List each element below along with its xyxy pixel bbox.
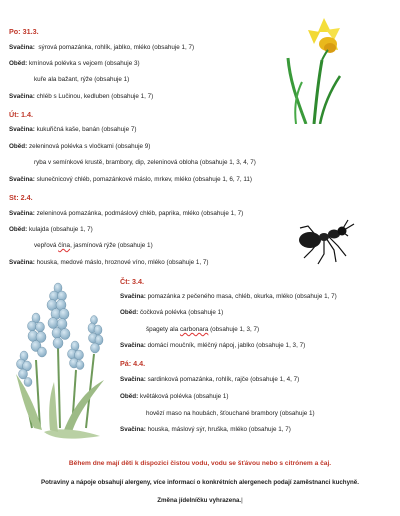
day-title-friday: Pá: 4.4. [120,359,146,368]
footer-allergen-note: Potraviny a nápoje obsahují alergeny, více informací o konkrétních alergenech podají zaměstnanci kuchyně. [41,479,359,486]
monday-snack2: Svačina: chléb s Lučinou, kedluben (obsahuje 1, 7) [9,93,154,100]
grape-hyacinth-icon [14,278,110,446]
monday-lunch: Oběd: kmínová polévka s vejcem (obsahuje 3) [9,60,140,67]
tuesday-lunch-main: ryba v semínkové krustě, brambory, dip, zeleninová obloha (obsahuje 1, 3, 4, 7) [34,159,256,166]
tuesday-lunch: Oběd: zeleninová polévka s vločkami (obsahuje 9) [9,143,151,150]
wednesday-snack2: Svačina: houska, medové máslo, hroznové víno, mléko (obsahuje 1, 7) [9,259,209,266]
day-title-tuesday: Út: 1.4. [9,110,33,119]
thursday-lunch-main: špagety ala carbonara (obsahuje 1, 3, 7) [146,326,260,333]
wednesday-lunch: Oběd: kulajda (obsahuje 1, 7) [9,226,93,233]
footer-change-note: Změna jídelníčku vyhrazena.| [157,497,243,504]
wednesday-snack1: Svačina: zeleninová pomazánka, podmáslový chléb, paprika, mléko (obsahuje 1, 7) [9,210,244,217]
ant-icon [296,216,358,266]
daffodil-icon [284,12,354,124]
tuesday-snack1: Svačina: kukuřičná kaše, banán (obsahuje 7) [9,126,137,133]
thursday-lunch: Oběd: čočková polévka (obsahuje 1) [120,309,224,316]
day-title-wednesday: St: 2.4. [9,193,33,202]
tuesday-snack2: Svačina: slunečnicový chléb, pomazánkové máslo, mrkev, mléko (obsahuje 1, 6, 7, 11) [9,176,253,183]
wednesday-lunch-main: vepřová čína, jasmínová rýže (obsahuje 1) [34,242,153,249]
monday-snack1: Svačina: sýrová pomazánka, rohlík, jablko, mléko (obsahuje 1, 7) [9,44,195,51]
thursday-snack2: Svačina: domácí moučník, mléčný nápoj, jablko (obsahuje 1, 3, 7) [120,342,306,349]
friday-snack1: Svačina: sardinková pomazánka, rohlík, rajče (obsahuje 1, 4, 7) [120,376,300,383]
thursday-snack1: Svačina: pomazánka z pečeného masa, chléb, okurka, mléko (obsahuje 1, 7) [120,293,337,300]
footer-water-note: Během dne mají děti k dispozici čistou vodu, vodu se šťávou nebo s citrónem a čaj. [68,460,332,467]
day-title-thursday: Čt: 3.4. [120,277,144,286]
monday-lunch-main: kuře ala bažant, rýže (obsahuje 1) [34,76,130,83]
friday-lunch: Oběd: květáková polévka (obsahuje 1) [120,393,229,400]
friday-snack2: Svačina: houska, máslový sýr, hruška, mléko (obsahuje 1, 7) [120,426,291,433]
day-title-monday: Po: 31.3. [9,27,39,36]
friday-lunch-main: hovězí maso na houbách, šťouchané brambory (obsahuje 1) [146,410,315,417]
